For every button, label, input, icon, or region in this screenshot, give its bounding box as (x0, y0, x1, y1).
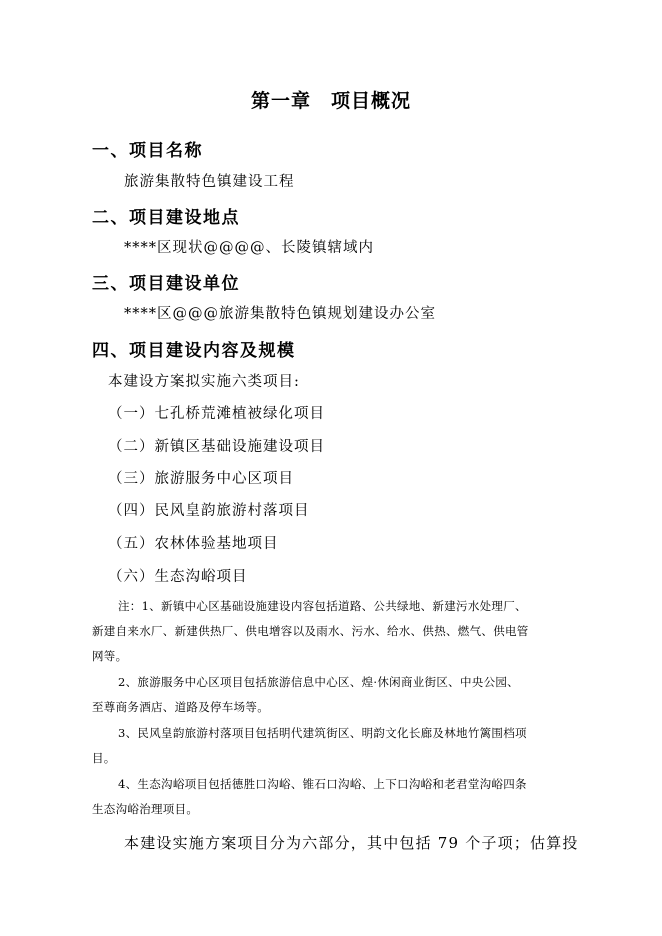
note-2-line-2: 至尊商务酒店、道路及停车场等。 (92, 700, 269, 714)
note-3-line-2: 目。 (92, 751, 116, 765)
project-item-1: （一）七孔桥荒滩植被绿化项目 (108, 406, 325, 422)
note-1-line-2: 新建自来水厂、新建供热厂、供电增容以及雨水、污水、给水、供热、燃气、供电管 (92, 624, 529, 638)
project-item-5: （五）农林体验基地项目 (108, 536, 279, 552)
note-1-line-3: 网等。 (92, 649, 128, 663)
project-item-2: （二）新镇区基础设施建设项目 (108, 439, 325, 455)
project-item-3: （三）旅游服务中心区项目 (108, 471, 294, 487)
project-item-4: （四）民风皇韵旅游村落项目 (108, 503, 310, 519)
section-heading-unit: 三、项目建设单位 (92, 274, 240, 294)
unit-text: ****区@@@旅游集散特色镇规划建设办公室 (124, 306, 436, 322)
chapter-title: 第一章 项目概况 (250, 90, 411, 112)
note-3-line-1: 3、民风皇韵旅游村落项目包括明代建筑街区、明韵文化长廊及林地竹篱围档项 (118, 726, 527, 740)
note-4-line-2: 生态沟峪治理项目。 (92, 802, 199, 816)
scope-intro: 本建设方案拟实施六类项目: (108, 374, 300, 390)
project-item-6: （六）生态沟峪项目 (108, 569, 248, 585)
section-heading-project-name: 一、项目名称 (92, 141, 203, 161)
closing-paragraph: 本建设实施方案项目分为六部分，其中包括 79 个子项；估算投 (124, 834, 579, 852)
project-name-text: 旅游集散特色镇建设工程 (124, 174, 295, 190)
note-2-line-1: 2、旅游服务中心区项目包括旅游信息中心区、煌·休闲商业街区、中央公园、 (118, 675, 519, 689)
location-text: ****区现状@@@@、长陵镇辖域内 (124, 240, 374, 256)
note-4-line-1: 4、生态沟峪项目包括德胜口沟峪、锥石口沟峪、上下口沟峪和老君堂沟峪四条 (118, 777, 527, 791)
note-1-line-1: 注：1、新镇中心区基础设施建设内容包括道路、公共绿地、新建污水处理厂、 (118, 599, 527, 613)
section-heading-scope: 四、项目建设内容及规模 (92, 341, 296, 361)
section-heading-location: 二、项目建设地点 (92, 208, 240, 228)
